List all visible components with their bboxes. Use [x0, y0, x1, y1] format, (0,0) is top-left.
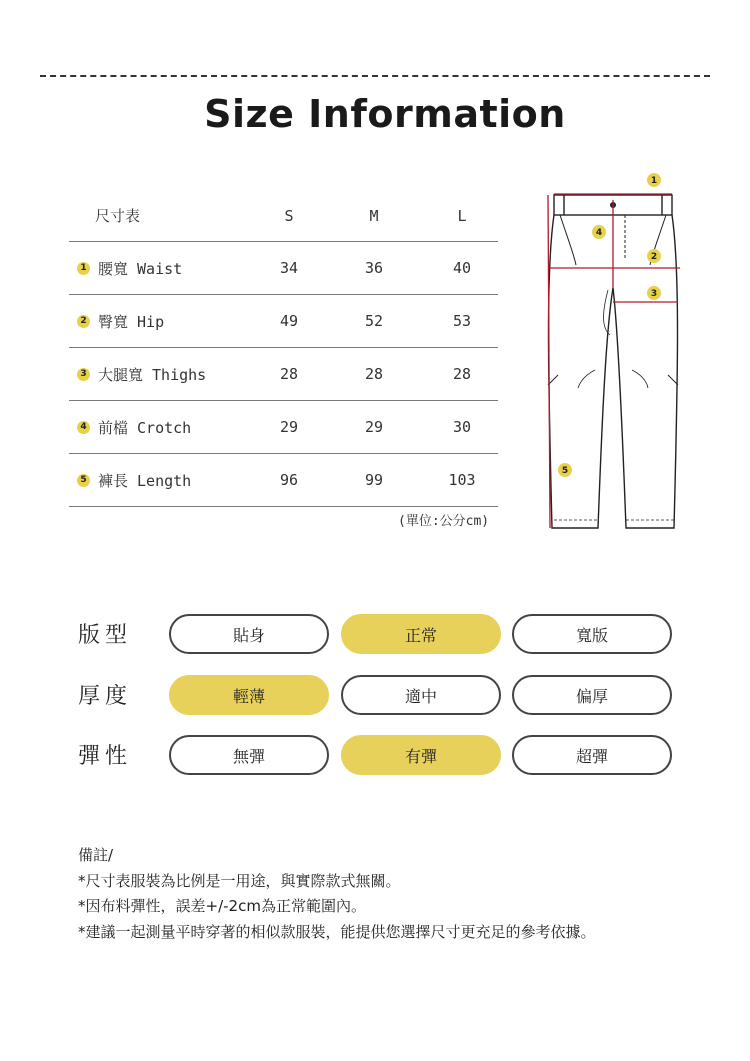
row-label: 前檔 Crotch [98, 418, 192, 437]
cell-s: 96 [279, 471, 299, 489]
attribute-row-thickness [78, 675, 678, 719]
note-line: *尺寸表服裝為比例是一用途，與實際款式無關。 [78, 871, 401, 890]
size-table [69, 190, 498, 507]
cell-m: 99 [364, 471, 384, 489]
cell-m: 28 [364, 365, 384, 383]
table-header-row [69, 190, 498, 242]
cell-s: 29 [279, 418, 299, 436]
number-badge: 2 [77, 315, 90, 328]
marker-2: 2 [650, 252, 658, 262]
option-pill: 超彈 [512, 735, 672, 775]
cell-m: 52 [364, 312, 384, 330]
notes [78, 843, 596, 945]
cell-s: 34 [279, 259, 299, 277]
table-row [69, 401, 498, 454]
cell-s: 49 [279, 312, 299, 330]
marker-4: 4 [595, 228, 603, 238]
attribute-label: 彈性 [78, 744, 133, 769]
table-row [69, 295, 498, 348]
header-size-l: L [457, 206, 467, 225]
page-title: Size Information [204, 92, 566, 136]
cell-m: 36 [364, 259, 384, 277]
cell-s: 28 [279, 365, 299, 383]
option-pill-selected: 正常 [341, 614, 501, 654]
cell-l: 28 [452, 365, 472, 383]
number-badge: 1 [77, 262, 90, 275]
option-pill: 無彈 [169, 735, 329, 775]
left-leg-outline [549, 215, 614, 528]
row-label: 褲長 Length [98, 471, 192, 490]
note-line: *因布料彈性，誤差+/-2cm為正常範圍內。 [78, 897, 366, 915]
marker-5: 5 [561, 466, 569, 476]
number-badge: 3 [77, 368, 90, 381]
number-badge: 4 [77, 421, 90, 434]
header-label: 尺寸表 [95, 207, 141, 225]
cell-l: 30 [452, 418, 472, 436]
option-pill: 適中 [341, 675, 501, 715]
row-label: 臀寬 Hip [98, 312, 165, 331]
note-line: *建議一起測量平時穿著的相似款服裝，能提供您選擇尺寸更充足的參考依據。 [78, 922, 596, 941]
cell-l: 53 [452, 312, 472, 330]
attribute-label: 厚度 [78, 684, 133, 709]
row-label: 大腿寬 Thighs [98, 365, 207, 384]
option-pill: 寬版 [512, 614, 672, 654]
header-size-m: M [369, 206, 379, 225]
option-pill-selected: 有彈 [341, 735, 501, 775]
table-row [69, 348, 498, 401]
table-row [69, 454, 498, 507]
cell-l: 40 [452, 259, 472, 277]
dashed-divider [40, 75, 710, 77]
attribute-label: 版型 [78, 623, 133, 648]
marker-3: 3 [650, 289, 658, 299]
notes-heading: 備註/ [78, 846, 114, 864]
cell-m: 29 [364, 418, 384, 436]
table-row [69, 242, 498, 295]
right-leg-outline [613, 215, 678, 528]
marker-1: 1 [650, 176, 658, 186]
option-pill: 偏厚 [512, 675, 672, 715]
row-label: 腰寬 Waist [98, 259, 183, 278]
unit-note: (單位:公分cm) [398, 514, 490, 529]
attribute-row-elasticity [78, 735, 678, 779]
option-pill: 貼身 [169, 614, 329, 654]
header-size-s: S [284, 206, 294, 225]
cell-l: 103 [448, 471, 476, 489]
number-badge: 5 [77, 474, 90, 487]
attribute-row-fit [78, 614, 678, 658]
option-pill-selected: 輕薄 [169, 675, 329, 715]
pants-diagram [540, 170, 700, 535]
